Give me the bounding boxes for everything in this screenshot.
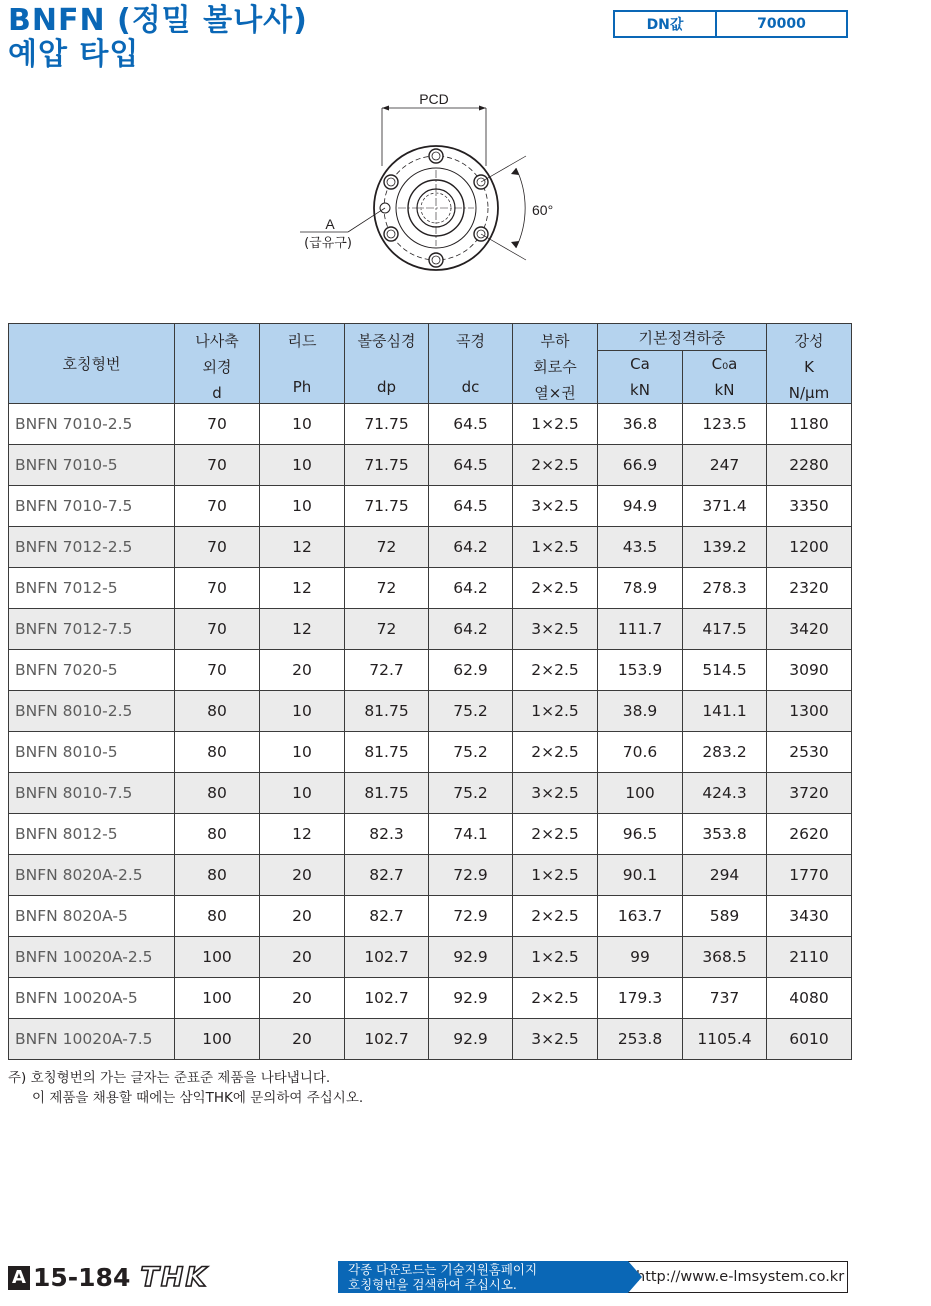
cell-k: 3430	[767, 896, 852, 937]
cell-dc: 64.5	[429, 486, 513, 527]
cell-k: 2620	[767, 814, 852, 855]
cell-ph: 20	[260, 650, 345, 691]
cell-c0a: 371.4	[683, 486, 767, 527]
cell-model: BNFN 8010-7.5	[9, 773, 175, 814]
cell-dp: 72	[345, 609, 429, 650]
cell-circ: 2×2.5	[513, 568, 598, 609]
bolt-hole	[429, 149, 443, 163]
cell-model: BNFN 10020A-7.5	[9, 1019, 175, 1060]
bolt-hole	[429, 253, 443, 267]
cell-ca: 153.9	[598, 650, 683, 691]
header-root-dia: 곡경 dc	[429, 324, 513, 404]
cell-ca: 99	[598, 937, 683, 978]
table-row	[9, 814, 852, 855]
cell-circ: 2×2.5	[513, 732, 598, 773]
angle-arc	[516, 168, 525, 248]
download-banner[interactable]	[338, 1261, 848, 1293]
header-shaft-od: 나사축 외경 d	[175, 324, 260, 404]
cell-ph: 20	[260, 855, 345, 896]
cell-c0a: 247	[683, 445, 767, 486]
cell-c0a: 424.3	[683, 773, 767, 814]
cell-dp: 71.75	[345, 445, 429, 486]
cell-ca: 78.9	[598, 568, 683, 609]
cell-ph: 12	[260, 814, 345, 855]
cell-k: 2280	[767, 445, 852, 486]
spec-table	[8, 323, 852, 1060]
cell-dc: 92.9	[429, 937, 513, 978]
cell-k: 4080	[767, 978, 852, 1019]
header-basic-load: 기본정격하중	[598, 324, 767, 351]
cell-dp: 82.7	[345, 855, 429, 896]
cell-dp: 102.7	[345, 937, 429, 978]
cell-c0a: 294	[683, 855, 767, 896]
header-circuits: 부하 회로수 열×권	[513, 324, 598, 404]
cell-circ: 3×2.5	[513, 486, 598, 527]
cell-dc: 75.2	[429, 773, 513, 814]
cell-c0a: 1105.4	[683, 1019, 767, 1060]
footnote-line-1: 주) 호칭형번의 가는 글자는 준표준 제품을 나타냅니다.	[8, 1070, 331, 1086]
cell-circ: 3×2.5	[513, 773, 598, 814]
cell-d: 70	[175, 527, 260, 568]
cell-dp: 81.75	[345, 732, 429, 773]
banner-line-1: 각종 다운로드는 기술지원홈페이지	[348, 1262, 538, 1277]
cell-model: BNFN 8020A-2.5	[9, 855, 175, 896]
cell-k: 3350	[767, 486, 852, 527]
ball-nut-diagram	[290, 86, 570, 286]
cell-dc: 64.2	[429, 568, 513, 609]
cell-circ: 3×2.5	[513, 609, 598, 650]
cell-k: 2530	[767, 732, 852, 773]
cell-ph: 10	[260, 732, 345, 773]
table-row	[9, 486, 852, 527]
cell-ph: 20	[260, 1019, 345, 1060]
title-line-1: BNFN (정밀 볼나사)	[8, 3, 308, 38]
cell-d: 70	[175, 568, 260, 609]
bolt-hole	[384, 227, 398, 241]
cell-ca: 90.1	[598, 855, 683, 896]
cell-dc: 92.9	[429, 978, 513, 1019]
table-row	[9, 937, 852, 978]
cell-k: 3420	[767, 609, 852, 650]
cell-ca: 43.5	[598, 527, 683, 568]
angle-ref-lower	[481, 234, 526, 260]
pcd-arrow-right	[479, 106, 486, 111]
cell-k: 2110	[767, 937, 852, 978]
cell-circ: 1×2.5	[513, 527, 598, 568]
cell-dc: 64.5	[429, 404, 513, 445]
cell-model: BNFN 7020-5	[9, 650, 175, 691]
cell-circ: 2×2.5	[513, 650, 598, 691]
cell-dc: 64.2	[429, 527, 513, 568]
header-stiffness: 강성 K N/μm	[767, 324, 852, 404]
table-row	[9, 691, 852, 732]
cell-k: 3090	[767, 650, 852, 691]
cell-k: 3720	[767, 773, 852, 814]
cell-k: 6010	[767, 1019, 852, 1060]
cell-dp: 81.75	[345, 691, 429, 732]
banner-text	[338, 1261, 628, 1293]
cell-dp: 102.7	[345, 1019, 429, 1060]
banner-arrow	[628, 1261, 642, 1293]
cell-dc: 74.1	[429, 814, 513, 855]
title-line-2: 예압 타입	[8, 37, 140, 72]
cell-c0a: 123.5	[683, 404, 767, 445]
cell-dc: 72.9	[429, 855, 513, 896]
cell-circ: 1×2.5	[513, 937, 598, 978]
table-row	[9, 773, 852, 814]
bolt-hole	[384, 175, 398, 189]
header-ball-center-dia: 볼중심경 dp	[345, 324, 429, 404]
cell-ph: 10	[260, 691, 345, 732]
cell-ph: 12	[260, 568, 345, 609]
table-row	[9, 404, 852, 445]
table-row	[9, 445, 852, 486]
cell-circ: 1×2.5	[513, 855, 598, 896]
cell-c0a: 283.2	[683, 732, 767, 773]
cell-k: 1300	[767, 691, 852, 732]
angle-ref-upper	[481, 156, 526, 182]
cell-ca: 38.9	[598, 691, 683, 732]
cell-k: 1770	[767, 855, 852, 896]
cell-c0a: 141.1	[683, 691, 767, 732]
port-description: (급유구)	[304, 236, 352, 251]
cell-model: BNFN 8010-5	[9, 732, 175, 773]
cell-dc: 72.9	[429, 896, 513, 937]
cell-model: BNFN 10020A-2.5	[9, 937, 175, 978]
cell-d: 70	[175, 609, 260, 650]
header-model: 호칭형번	[9, 324, 175, 404]
footnote	[8, 1068, 363, 1108]
cell-d: 80	[175, 855, 260, 896]
cell-d: 100	[175, 937, 260, 978]
pcd-arrow-left	[382, 106, 389, 111]
cell-circ: 3×2.5	[513, 1019, 598, 1060]
table-row	[9, 855, 852, 896]
cell-d: 70	[175, 486, 260, 527]
table-row	[9, 732, 852, 773]
cell-model: BNFN 7012-2.5	[9, 527, 175, 568]
website-link[interactable]: http://www.e-lmsystem.co.kr	[618, 1261, 848, 1293]
cell-ca: 36.8	[598, 404, 683, 445]
cell-d: 70	[175, 445, 260, 486]
table-row	[9, 609, 852, 650]
cell-d: 80	[175, 691, 260, 732]
cell-dc: 92.9	[429, 1019, 513, 1060]
cell-d: 80	[175, 896, 260, 937]
cell-model: BNFN 7010-7.5	[9, 486, 175, 527]
cell-circ: 2×2.5	[513, 896, 598, 937]
cell-dp: 102.7	[345, 978, 429, 1019]
cell-model: BNFN 8012-5	[9, 814, 175, 855]
cell-dp: 81.75	[345, 773, 429, 814]
cell-circ: 1×2.5	[513, 404, 598, 445]
cell-c0a: 417.5	[683, 609, 767, 650]
cell-dp: 71.75	[345, 486, 429, 527]
brand-logo: THK	[140, 1262, 209, 1293]
cell-d: 80	[175, 814, 260, 855]
table-row	[9, 527, 852, 568]
cell-model: BNFN 8020A-5	[9, 896, 175, 937]
pcd-label: PCD	[419, 91, 449, 107]
header-c0a: C₀a kN	[683, 351, 767, 404]
cell-model: BNFN 10020A-5	[9, 978, 175, 1019]
cell-ph: 20	[260, 937, 345, 978]
cell-ca: 94.9	[598, 486, 683, 527]
cell-dp: 71.75	[345, 404, 429, 445]
cell-model: BNFN 7012-5	[9, 568, 175, 609]
cell-ph: 12	[260, 609, 345, 650]
page-title	[8, 4, 308, 72]
cell-ca: 100	[598, 773, 683, 814]
table-row	[9, 1019, 852, 1060]
cell-model: BNFN 7010-5	[9, 445, 175, 486]
cell-circ: 1×2.5	[513, 691, 598, 732]
cell-c0a: 589	[683, 896, 767, 937]
dn-value-box	[613, 10, 848, 38]
cell-dp: 82.3	[345, 814, 429, 855]
cell-ca: 96.5	[598, 814, 683, 855]
cell-ca: 179.3	[598, 978, 683, 1019]
cell-c0a: 139.2	[683, 527, 767, 568]
cell-ca: 66.9	[598, 445, 683, 486]
cell-dp: 82.7	[345, 896, 429, 937]
cell-c0a: 353.8	[683, 814, 767, 855]
cell-dc: 64.2	[429, 609, 513, 650]
table-row	[9, 896, 852, 937]
cell-dc: 75.2	[429, 732, 513, 773]
angle-label: 60°	[532, 202, 554, 218]
cell-ca: 111.7	[598, 609, 683, 650]
cell-circ: 2×2.5	[513, 978, 598, 1019]
footnote-line-2: 이 제품을 채용할 때에는 삼익THK에 문의하여 주십시오.	[32, 1090, 364, 1106]
cell-ph: 10	[260, 486, 345, 527]
cell-k: 1180	[767, 404, 852, 445]
cell-model: BNFN 7012-7.5	[9, 609, 175, 650]
cell-d: 100	[175, 1019, 260, 1060]
cell-model: BNFN 8010-2.5	[9, 691, 175, 732]
table-row	[9, 978, 852, 1019]
cell-dp: 72	[345, 568, 429, 609]
cell-dc: 64.5	[429, 445, 513, 486]
cell-c0a: 737	[683, 978, 767, 1019]
cell-dc: 75.2	[429, 691, 513, 732]
cell-circ: 2×2.5	[513, 814, 598, 855]
page-number: 15-184	[33, 1263, 131, 1292]
cell-c0a: 278.3	[683, 568, 767, 609]
table-row	[9, 568, 852, 609]
cell-d: 70	[175, 650, 260, 691]
header-ca: Ca kN	[598, 351, 683, 404]
cell-model: BNFN 7010-2.5	[9, 404, 175, 445]
cell-d: 100	[175, 978, 260, 1019]
table-row	[9, 650, 852, 691]
cell-dp: 72.7	[345, 650, 429, 691]
cell-k: 2320	[767, 568, 852, 609]
cell-k: 1200	[767, 527, 852, 568]
page-code	[8, 1262, 208, 1293]
cell-dp: 72	[345, 527, 429, 568]
cell-ph: 20	[260, 978, 345, 1019]
dn-value: 70000	[757, 16, 806, 32]
cell-ph: 10	[260, 445, 345, 486]
cell-ca: 253.8	[598, 1019, 683, 1060]
cell-ca: 163.7	[598, 896, 683, 937]
cell-dc: 62.9	[429, 650, 513, 691]
cell-ph: 10	[260, 404, 345, 445]
port-label: A	[325, 216, 335, 232]
cell-c0a: 514.5	[683, 650, 767, 691]
cell-ca: 70.6	[598, 732, 683, 773]
banner-line-2: 호칭형번을 검색하여 주십시오.	[348, 1277, 517, 1292]
cell-ph: 12	[260, 527, 345, 568]
cell-circ: 2×2.5	[513, 445, 598, 486]
cell-d: 80	[175, 773, 260, 814]
header-lead: 리드 Ph	[260, 324, 345, 404]
cell-d: 70	[175, 404, 260, 445]
spec-table-body	[9, 404, 852, 1060]
cell-d: 80	[175, 732, 260, 773]
dn-label: DN값	[615, 12, 717, 36]
cell-c0a: 368.5	[683, 937, 767, 978]
section-letter: A	[8, 1266, 30, 1290]
cell-ph: 10	[260, 773, 345, 814]
cell-ph: 20	[260, 896, 345, 937]
